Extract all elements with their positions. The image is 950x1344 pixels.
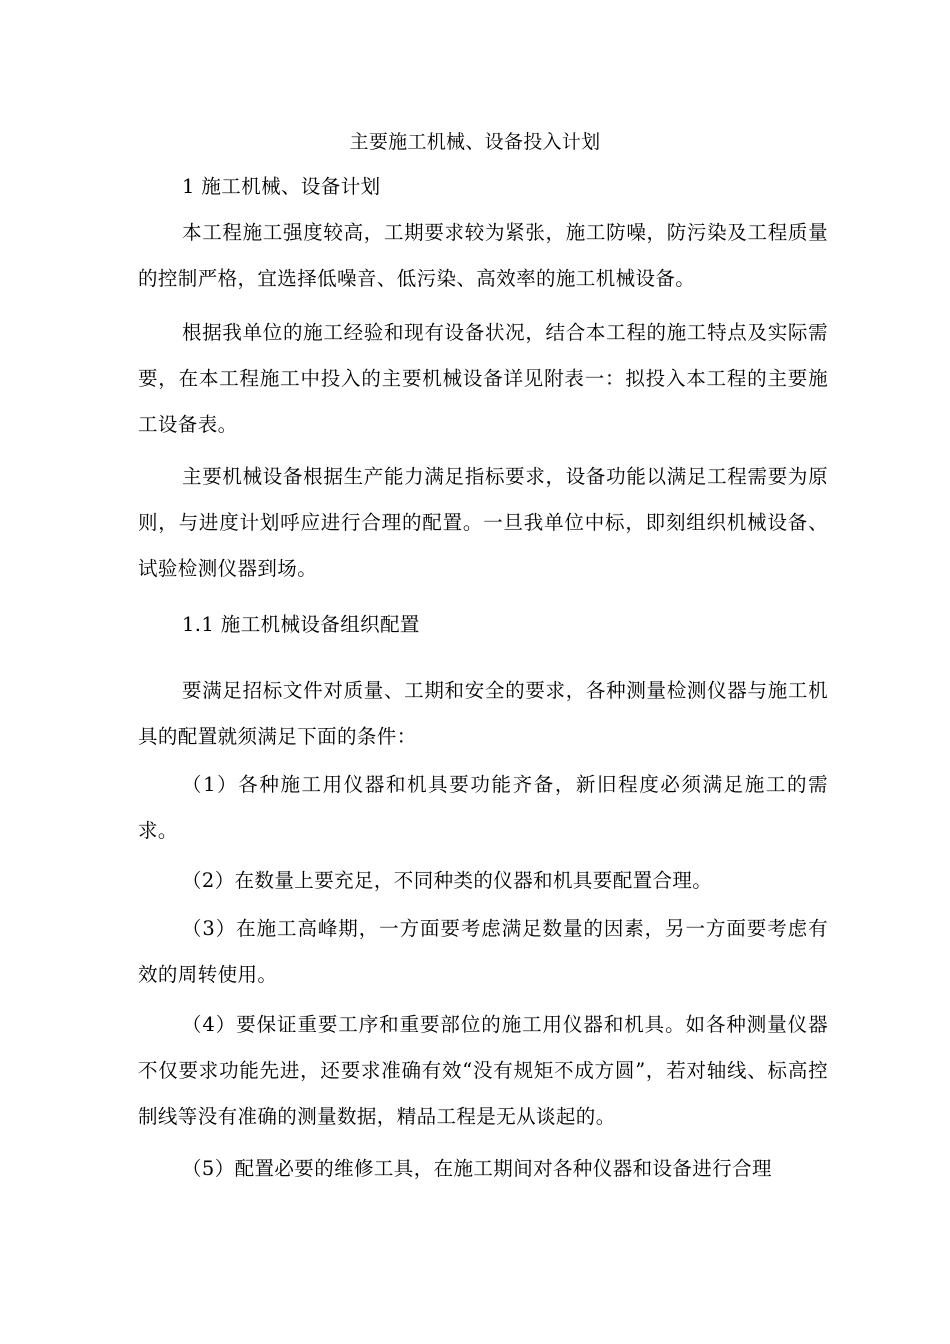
paragraph-experience: 根据我单位的施工经验和现有设备状况，结合本工程的施工特点及实际需要，在本工程施工中投入的主要机械设备详见附表一：拟投入本工程的主要施工设备表。 — [138, 321, 828, 436]
list-item-1: （1）各种施工用仪器和机具要功能齐备，新旧程度必须满足施工的需求。 — [138, 773, 828, 842]
list-item-4: （4）要保证重要工序和重要部位的施工用仪器和机具。如各种测量仪器不仅要求功能先进，还要求准确有效“没有规矩不成方圆”，若对轴线、标高控制线等没有准确的测量数据，精品工程是无从谈起的。 — [138, 1013, 828, 1128]
list-item-2: （2）在数量上要充足，不同种类的仪器和机具要配置合理。 — [182, 869, 713, 892]
list-item-3: （3）在施工高峰期，一方面要考虑满足数量的因素，另一方面要考虑有效的周转使用。 — [138, 917, 828, 986]
section-heading-1-1: 1.1 施工机械设备组织配置 — [182, 613, 420, 636]
paragraph-requirements: 要满足招标文件对质量、工期和安全的要求，各种测量检测仪器与施工机具的配置就须满足下面的条件： — [138, 679, 828, 748]
list-item-5: （5）配置必要的维修工具，在施工期间对各种仪器和设备进行合理 — [182, 1157, 772, 1180]
paragraph-intensity: 本工程施工强度较高，工期要求较为紧张，施工防噪，防污染及工程质量的控制严格，宜选择低噪音、低污染、高效率的施工机械设备。 — [138, 221, 828, 290]
document-title: 主要施工机械、设备投入计划 — [349, 131, 601, 153]
section-heading-1: 1 施工机械、设备计划 — [182, 175, 381, 198]
paragraph-principle: 主要机械设备根据生产能力满足指标要求，设备功能以满足工程需要为原则，与进度计划呼应进行合理的配置。一旦我单位中标，即刻组织机械设备、试验检测仪器到场。 — [138, 465, 828, 580]
